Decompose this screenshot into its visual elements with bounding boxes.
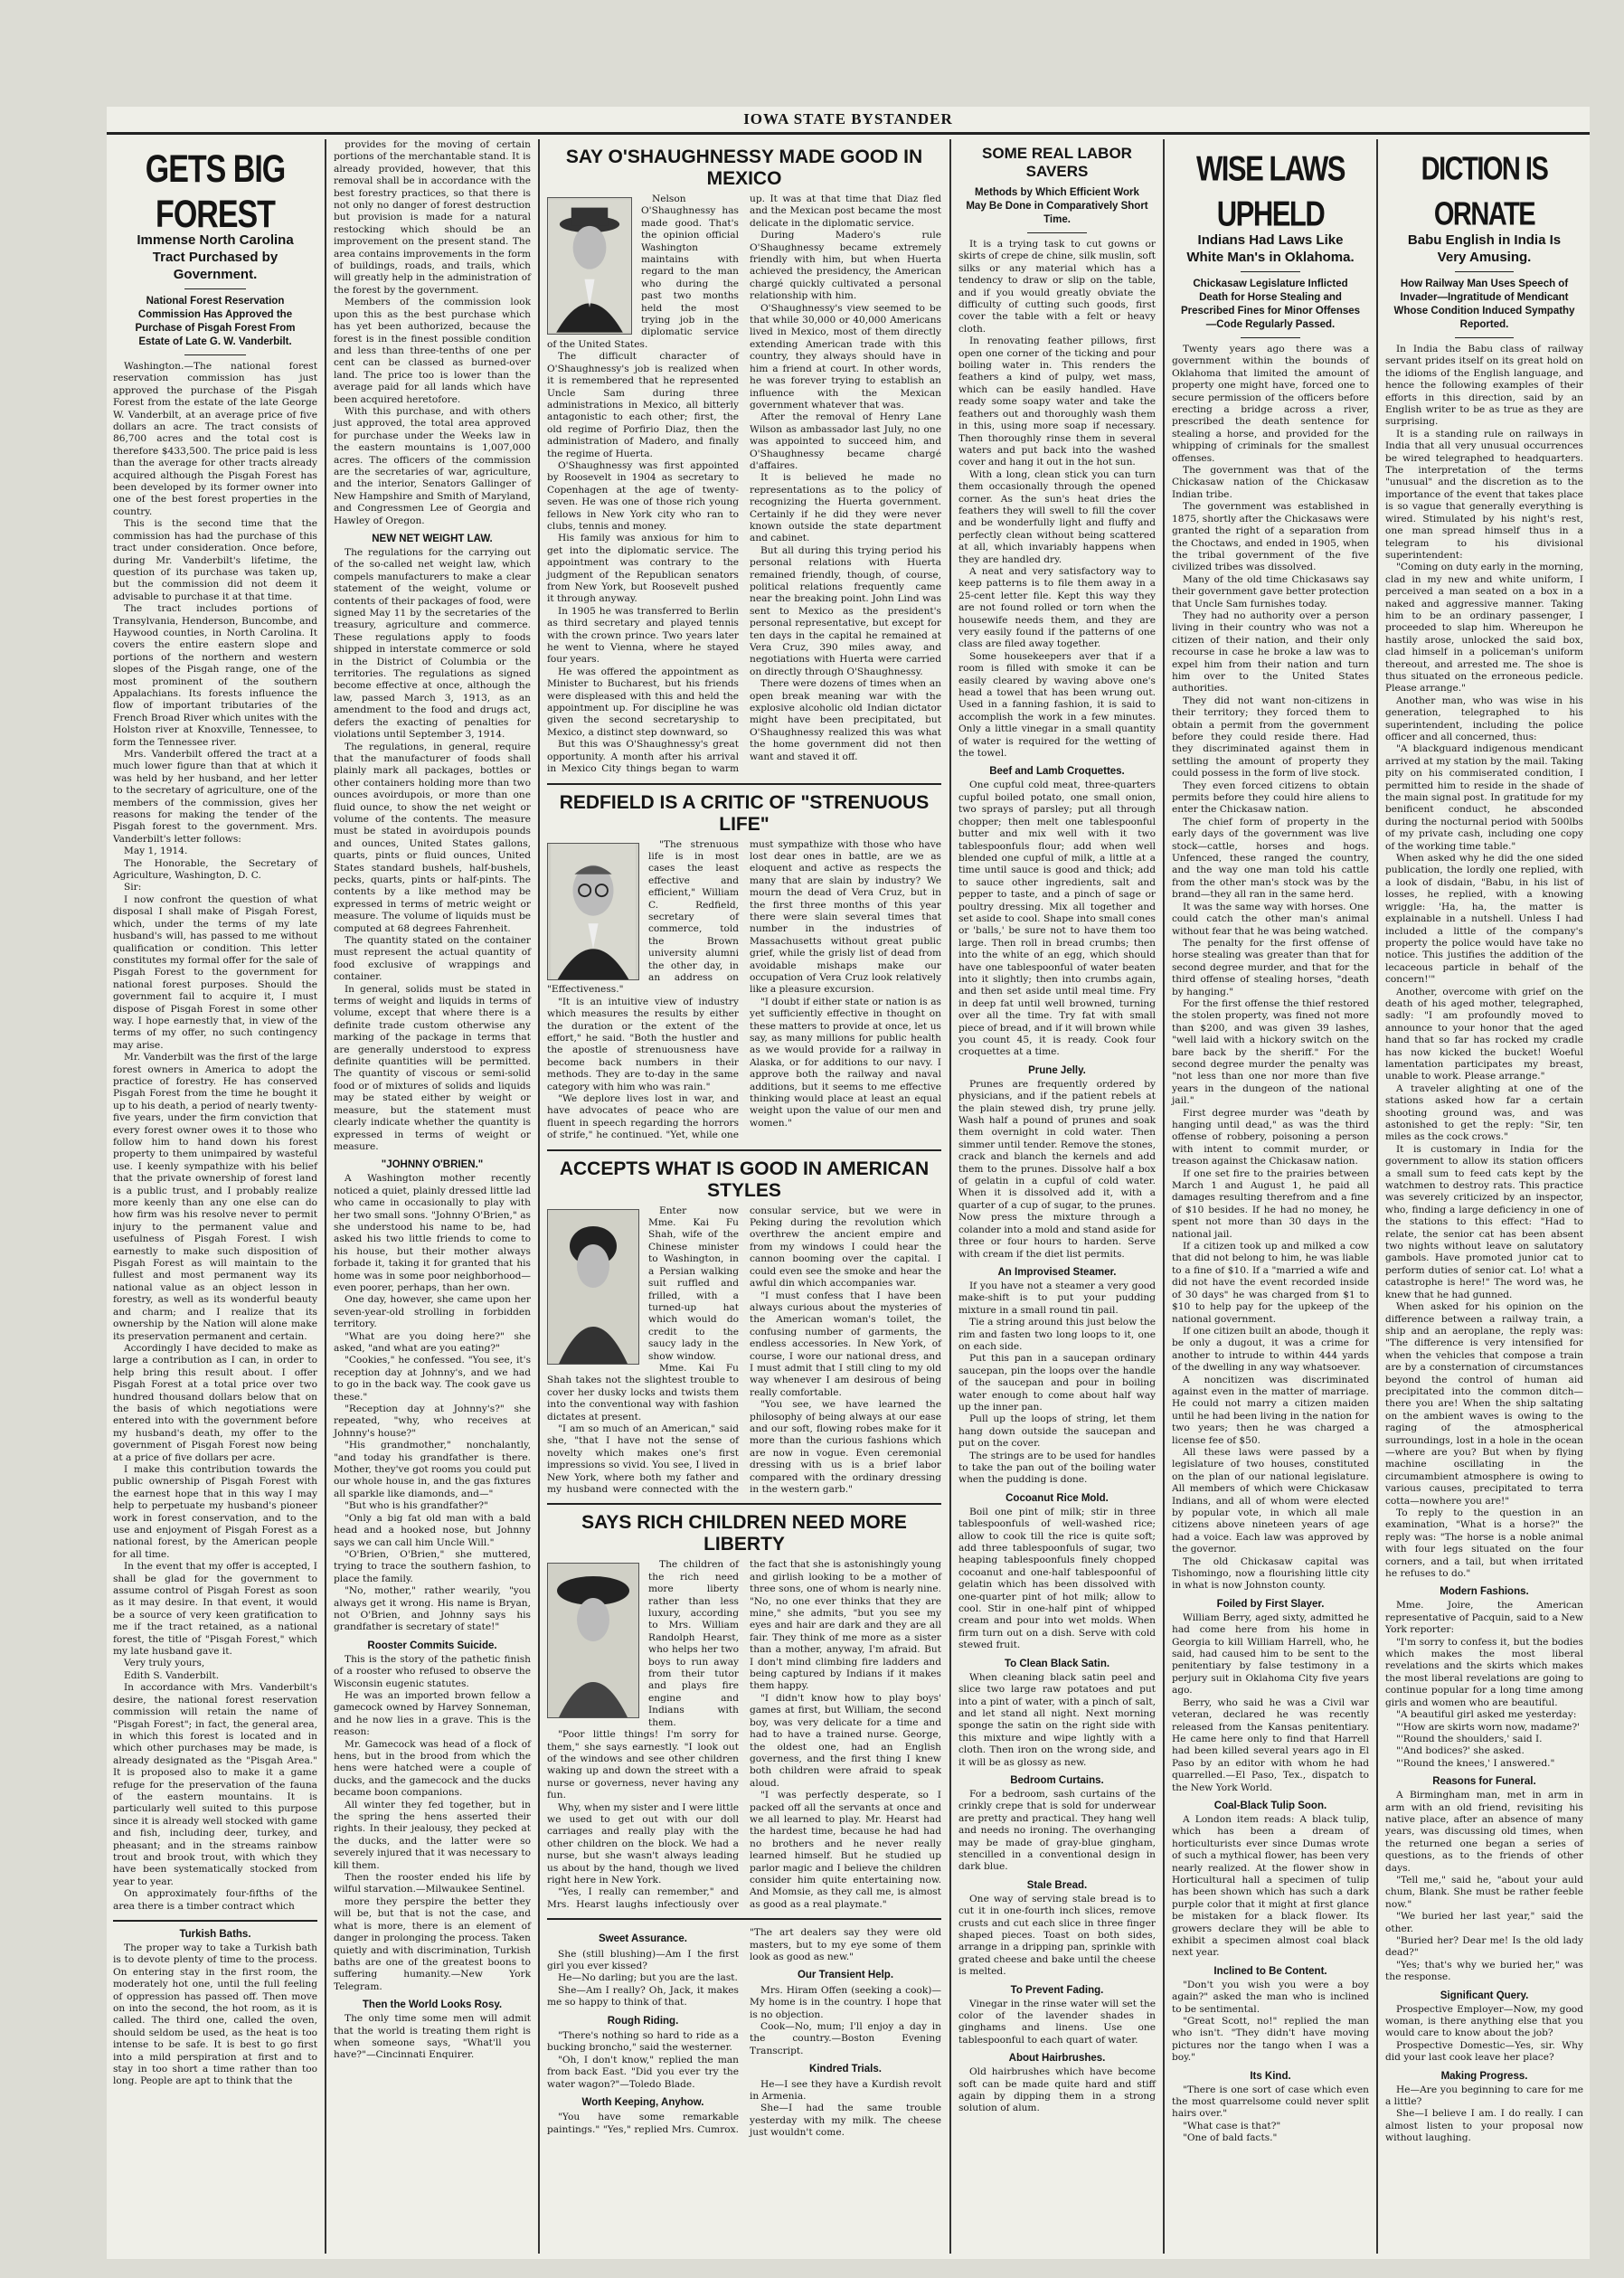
paragraph: The strings are to be used for handles to take the pan out of the boiling water when the pudding is done. xyxy=(958,1450,1156,1486)
paragraph: "You have some remarkable paintings." "Yes," replied Mrs. Cumrox. "The art dealers say they were old masters, but to my eye some of them look as good as new." xyxy=(547,1927,941,2135)
article-oshaughnessy xyxy=(547,194,941,776)
paragraph: In general, solids must be stated in terms of weight and liquids in terms of volume, except that where there is a definite trade custom otherwise any marking of the package in terms that are generally understood to express definite quantities will be permitted. The quantity of viscous or semi-solid food or of mixtures of solids and liquids may be stated either by weight or measure, but the statement must clearly indicate whether the quantity is expressed in terms of weight or measure. xyxy=(334,983,531,1152)
paragraph: If you have not a steamer a very good make-shift is to put your pudding mixture in a small round tin pail. xyxy=(958,1280,1156,1316)
subhead-black-satin: To Clean Black Satin. xyxy=(1004,1658,1110,1669)
item-its-kind xyxy=(1172,2084,1369,2145)
paragraph: Some housekeepers aver that if a room is filled with smoke it can be easily cleared by waving above one's head a towel that has been wrung out. Used in a fanning fashion, it is said to accomplish the work in a few minutes. Only a little vinegar in a small quantity of water is required for the wetting of the towel. xyxy=(958,650,1156,760)
headline-wise-laws: WISE LAWS UPHELD xyxy=(1196,148,1345,234)
deck-separator xyxy=(1455,271,1515,272)
paragraph: He—Are you beginning to care for me a little? xyxy=(1385,2084,1583,2108)
item-making-progress xyxy=(1385,2084,1583,2145)
paragraph: Nelson O'Shaughnessy has made good. That's the opinion official Washington maintains with regard to the man who during the past two months held the most trying job in the diplomatic service of the United States. xyxy=(547,194,739,350)
paragraph: Put this pan in a saucepan ordinary saucepan, pin the loops over the handle of the saucepan and pour in boiling water enough to come about half way up the inner pan. xyxy=(958,1353,1156,1413)
subhead-world-rosy: Then the World Looks Rosy. xyxy=(362,1999,503,2011)
paragraph: It is a standing rule on railways in India that all very unusual occurrences be wired telegraphed to headquarters. The interpretation of the terms "unusual" and the discretion as to the importance of the event that takes place is so vague that generally everything is wired. Stimulated by his night's rest, one man spread himself thus in a telegram to his divisional superintendent: xyxy=(1385,428,1583,561)
paragraph: All winter they fed together, but in the spring the hens asserted their rights. In their jealousy, they pecked at the ducks, and the latter were so severely injured that it was necessary to kill them. xyxy=(334,1799,531,1871)
paragraph: The regulations, in general, require that the manufacturer of foods shall plainly mark all packages, bottles or other containers holding more than two ounces avoirdupois, or more than one fluid ounce, to show the net weight or volume of the contents. The measure must be stated in avoirdupois pounds and ounces, United States gallons, quarts, pints or fluid ounces, United States standard bushels, half-bushels, pecks, quarts, pints or half-pints. The contents by a like method may be expressed in terms of metric weight or measure. The volume of liquids must be computed at 68 degrees Fahrenheit. xyxy=(334,741,531,934)
paragraph: He was an imported brown fellow a gamecock owned by Harvey Sonneman, and he now lies in a grave. This is the reason: xyxy=(334,1689,531,1738)
paragraph: "Poor little things! I'm sorry for them," she says earnestly. "I look out of the windows and see other children waking up and down the street with a nurse or governess, never having any fun. xyxy=(547,1729,739,1801)
paragraph: When cleaning black satin peel and slice two large raw potatoes and put into a pint of water, with a pinch of salt, and let stand all night. Next morning sponge the satin on the right side with this mixture and wipe lightly with a cloth. Then iron on the wrong side, and it will be as glossy as new. xyxy=(958,1671,1156,1768)
paragraph: Mrs. Vanderbilt offered the tract at a much lower figure than that at which it was held by her husband, and her letter to the secretary of agriculture, one of the members of the commission, gives her reasons for making the tender of the Pisgah forest to the government. Mrs. Vanderbilt's letter follows: xyxy=(113,749,317,845)
paragraph: A Washington mother recently noticed a quiet, plainly dressed little lad who came in occasionally to play with her two small sons. "Johnny O'Brien," as she understood his name to be, had asked his two little friends to come to his house, but their mother always forbade it, taking it for granted that his home was in some poor neighborhood—even poorer, perhaps, than her own. xyxy=(334,1173,531,1293)
paragraph: On approximately four-fifths of the area there is a timber contract which xyxy=(113,1888,317,1912)
paragraph: Very truly yours, xyxy=(124,1658,205,1669)
item-rough-riding xyxy=(547,2030,739,2091)
headline-gets-big-forest: GETS BIG FOREST xyxy=(145,147,286,236)
paragraph: Sir: xyxy=(124,882,142,893)
paragraph: Mme. Kai Fu Shah takes not the slightest trouble to cover her dusky locks and twists them into the conventional way with fashion dictates at present. xyxy=(547,1362,739,1423)
item-bedroom-curtains xyxy=(958,1789,1156,1874)
paragraph: "We buried her last year," said the other. xyxy=(1385,1911,1583,1934)
paragraph: Prospective Domestic—Yes, sir. Why did your last cook leave her place? xyxy=(1385,2039,1583,2064)
paragraph: If one set fire to the prairies between March 1 and August 1, he paid all damages resulting therefrom and a fine of $10 besides. If he had no money, he spent not more than 30 days in the national jail. xyxy=(1172,1167,1369,1240)
paragraph: But this was O'Shaughnessy's great opportunity. A month after his arrival in Mexico City things began to warm up. It was at that time that Diaz fled and the Mexican post became the most delicate in the diplomatic service. xyxy=(547,194,941,775)
portrait-oshaughnessy xyxy=(547,197,632,335)
paragraph: "I'm sorry to confess it, but the bodies which makes the most liberal revelations and the skirts which makes the most liberal revelations are going to continue popular for a long time among girls and women who are beautiful. xyxy=(1385,1636,1583,1708)
paragraph: Tie a string around this just below the rim and fasten two long loops to it, one on each side. xyxy=(958,1317,1156,1352)
deck-separator xyxy=(1241,271,1299,272)
article-rooster xyxy=(334,1654,531,1896)
paragraph: The quantity stated on the container must represent the actual quantity of food exclusive of wrappings and container. xyxy=(334,935,531,983)
paragraph: "There is one sort of case which even the most quarrelsome could never split hairs over." xyxy=(1172,2084,1369,2120)
subhead-first-slayer: Foiled by First Slayer. xyxy=(1216,1598,1325,1610)
paragraph: "A beautiful girl asked me yesterday: xyxy=(1396,1709,1577,1721)
paragraph: "A blackguard indigenous mendicant arrived at my station by the mail. Taking pity on his commiserated condition, I permitted him to reside in the shade of the main signal post. In gratitude for my benificent conduct, he absconded during the nocturnal period with 500lbs of my private cash, including one copy of the working time table." xyxy=(1385,743,1583,852)
item-stale-bread xyxy=(958,1894,1156,1979)
article-diction xyxy=(1385,344,1583,1580)
subhead-black-tulip: Coal-Black Tulip Soon. xyxy=(1213,1800,1327,1811)
paragraph: To reply to the question in an examination, "What is a horse?" the reply was: "The horse is a noble animal with four legs situated on the four corners, and a tail, but when irritated he refuses to do." xyxy=(1385,1508,1583,1580)
paragraph: "Coming on duty early in the morning, clad in my new and white uniform, I perceived a man seated on a box in a naked and aggressive manner. Taking him to be an ordinary passenger, I proceeded to slap him. Whereupon he hastily arose, unlocked the said box, clad himself in a policeman's uniform thereout, and arrested me. The shoe is thus situated on the erroneous pedicle. Please arrange." xyxy=(1385,562,1583,695)
deck-separator xyxy=(1027,232,1086,233)
item-steamer xyxy=(958,1281,1156,1487)
paragraph: "No, mother," rather wearily, "you always get it wrong. His name is Bryan, not O'Brien, and Johnny says his grandfather is secretary of state!" xyxy=(334,1585,531,1633)
paragraph: Another, overcome with grief on the death of his aged mother, telegraphed, sadly: "I am profoundly moved to announce to your honor that the aged hand that so far has rocked my cradle has now kicked the bucket! Woeful lamentation participates my breast, unable to work. Please arrange." xyxy=(1385,986,1583,1082)
paragraph: It is customary in India for the government to allow its station officers a small sum to feed cats kept by the watchmen to destroy rats. This practice was severely criticized by an inspector, who, finding a large deficiency in one of the stations to this effect: "Had to relate, the senior cat has been absent two nights without leave on salutatory gambols. Have promoted junior cat to perform duties of senior cat. Lo! what a catastrophe is here!" The word was, he knew that he had gunned. xyxy=(1385,1143,1583,1300)
paragraph: The government was established in 1875, shortly after the Chickasaws were granted the right of a separation from the Choctaws, and ended in 1905, when the tribal government of the five civilized tribes was dissolved. xyxy=(1172,501,1369,573)
paragraph: One day, however, she came upon her seven-year-old strolling in forbidden territory. xyxy=(334,1294,531,1330)
subhead-its-kind: Its Kind. xyxy=(1250,2070,1291,2082)
portrait-man-hat-icon xyxy=(548,198,631,334)
paragraph: It is believed he made no representations as to the policy of recognizing the Huerta government. Certainly if he did they were never known outside the state department and cabinet. xyxy=(750,472,941,544)
paragraph: Pull up the loops of string, let them hang down outside the saucepan and put on the cover. xyxy=(958,1413,1156,1450)
paragraph: In 1905 he was transferred to Berlin as third secretary and played tennis with the crown prince. Two years later he went to Vienna, where he stayed four years. xyxy=(547,605,739,666)
paragraph: May 1, 1914. xyxy=(124,846,188,857)
paragraph: The tract includes portions of Transylvania, Henderson, Buncombe, and Haywood counties, in North Carolina. It covers the entire eastern slope and portions of the northern and western slopes of the Pisgah range, one of the most prominent of the southern Appalachians. Its forests influence the flow of important tributaries of the French Broad River which unites with the Holston river at Knoxville, Tennessee, to form the Tennessee river. xyxy=(113,603,317,748)
paragraph: O'Shaughnessy's view seemed to be that while 30,000 or 40,000 Americans lived in Mexico, most of them directly extending American trade with this country, they always should have in him a friend at court. In other words, he was forever trying to establish an influence with the Mexican government whatever that was. xyxy=(750,302,941,411)
paragraph: After the removal of Henry Lane Wilson as ambassador last July, no one was appointed to succeed him, and O'Shaughnessy became chargé d'affaires. xyxy=(750,411,941,471)
paragraph: A Birmingham man, met in arm in arm with an old friend, revisiting his native place, after an absence of many years, was discussing old times, when the returned one began a series of questions, as to the friends of other days. xyxy=(1385,1790,1583,1874)
paragraph: Prospective Employer—Now, my good woman, is there anything else that you would care to know about the job? xyxy=(1385,2003,1583,2039)
masthead-rule xyxy=(107,132,1590,135)
paragraph: Members of the commission look upon this as the best purchase which has yet been authorized, because the forest is in the finest possible condition and less than three-tenths of one per cent can be classed as burned-over land. The price too is lower than the average paid for all lands which have been acquired heretofore. xyxy=(334,297,531,405)
paragraph: Mr. Gamecock was head of a flock of hens, but in the brood from which the hens were hatched were a couple of ducks, and the gamecock and the ducks became boon companions. xyxy=(334,1738,531,1799)
paragraph: "I was perfectly desperate, so I packed off all the servants at once and we all learned to play. Mr. Hearst had the hardest time, because he had had no brothers and he never really learned himself. But he studied up parlor magic and I believe the children consider him quite entertaining now. And Momsie, as they call me, is almost as good as a real playmate." xyxy=(750,1790,941,1910)
paragraph: "There's nothing so hard to ride as a bucking broncho," said the westerner. xyxy=(547,2030,739,2054)
paragraph: "Cookies," he confessed. "You see, it's reception day at Johnny's, and we had to go in the back way. The cook gave us these." xyxy=(334,1355,531,1403)
paragraph: provides for the moving of certain portions of the merchantable stand. It is already provided, however, that this removal shall be in accordance with the best forestry practices, so that there is not only no danger of forest destruction but provision is made for a natural restocking which should be an improvement on the present stand. The area contains improvements in the form of buildings, roads, and trails, which will greatly help in the administration of the forest by the government. xyxy=(334,139,531,296)
paragraph: Twenty years ago there was a government within the bounds of Oklahoma that limited the amount of property one might have, forced one to secure permission of the officers before erecting a bridge across a river, prescribed the death sentence for stealing a horse, and provided for the whipping of criminals for the smallest offenses. xyxy=(1172,344,1369,464)
deck-diction-1: Babu English in India Is Very Amusing. xyxy=(1407,232,1562,265)
paragraph: "I must confess that I have been always curious about the mysteries of the American woman's toilet, the confusing number of garments, the endless accessories. In New York, of course, I wore our national dress, and I must admit that I still cling to my old way whenever I am desirous of being really comfortable. xyxy=(750,1290,941,1398)
paragraph: They even forced citizens to obtain permits before they could hire aliens to enter the Chickasaw nation. xyxy=(1172,780,1369,816)
paragraph: A London item reads: A black tulip, which has been a dream of horticulturists ever since Dumas wrote of such a mythical flower, has been very nearly realized. At the flower show in Horticultural hall a specimen of tulip has been shown which has such a dark purple color that it might at first glance be mistaken for a black flower. Its growers declare they will be able to exhibit a specimen almost coal black next year. xyxy=(1172,1813,1369,1959)
article-divider xyxy=(547,1149,941,1151)
paragraph: "Don't you wish you were a boy again?" asked the man who is inclined to be sentimental. xyxy=(1172,1979,1369,2015)
article-forest-body xyxy=(113,361,317,1913)
paragraph: Why, when my sister and I were little we used to get out with our doll carriages and really play with the other children on the block. We had a nurse, but she wasn't always leading us about by the hand, though we lived right here in New York. xyxy=(547,1801,739,1886)
deck-diction-2: How Railway Man Uses Speech of Invader—Ingratitude of Mendicant Whose Condition Induced Sympathy Reported. xyxy=(1393,279,1575,330)
paragraph: The chief form of property in the early days of the government was live stock—cattle, horses and hogs. Unfenced, these ranged the country, and the way one man told his cattle from the other man's stock was by the brand—they all ran in the same herd. xyxy=(1172,816,1369,901)
headline-redfield: REDFIELD IS A CRITIC OF "STRENUOUS LIFE" xyxy=(559,791,930,835)
paragraph: The children of the rich need more liberty rather than less luxury, according to Mrs. William Randolph Hearst, who helps her two boys to run away from their tutor and plays fire engine and Indians with them. xyxy=(648,1559,739,1728)
column-6 xyxy=(1379,139,1590,2254)
paragraph: The Honorable, the Secretary of Agriculture, Washington, D. C. xyxy=(113,857,317,882)
article-forest-continued xyxy=(334,139,531,527)
paragraph: "Great Scott, no!" replied the man who isn't. "They didn't have moving pictures nor the tango when I was a boy." xyxy=(1172,2016,1369,2064)
paragraph: If one citizen built an abode, though it be only a dugout, it was a crime for another to intrude to within 444 yards of the dwelling in any way whatsoever. xyxy=(1172,1325,1369,1374)
portrait-mme-shah xyxy=(547,1209,639,1365)
paragraph: "I doubt if either state or nation is as yet sufficiently effective in thought on these matters to provide at once, let us say, as many millions for public health as we would provide for a railway in Alaska, or for additions to our navy. I approve both the railway and naval additions, but it seems to me effective thinking would place at least an equal weight upon the value of our men and women." xyxy=(750,996,941,1129)
paragraph: The old Chickasaw capital was Tishomingo, now a flourishing little city in what is now Johnston county. xyxy=(1172,1555,1369,1592)
portrait-woman-hat-icon xyxy=(548,1564,638,1717)
column-rule xyxy=(325,139,326,2254)
paragraph: "O'Brien, O'Brien," she muttered, trying to trace the southern fashion, to place the family. xyxy=(334,1548,531,1584)
paragraph: The penalty for the first offense of horse stealing was greater than that for second degree murder, and that for the third offense of stealing horses, "death by hanging." xyxy=(1172,937,1369,997)
article-redfield xyxy=(547,839,941,1142)
column-5 xyxy=(1166,139,1375,2254)
item-transient-help xyxy=(750,1985,941,2057)
paragraph: For a bedroom, sash curtains of the crinkly crepe that is sold for underwear are pretty and practical. They hang well and needs no ironing. The overhanging may be made of gray-blue gingham, stencilled in a conventional design in dark blue. xyxy=(958,1788,1156,1873)
paragraph: This is the second time that the commission has had the purchase of this tract under consideration. Once before, during Mr. Vanderbilt's lifetime, the question of its purchase was taken up, but the commission did not deem it advisable to purchase it at that time. xyxy=(113,518,317,602)
paragraph: His family was anxious for him to get into the diplomatic service. The appointment was contrary to the judgment of the Republican senators from New York, but Roosevelt pushed it through anyway. xyxy=(547,533,739,605)
paragraph: It was the same way with horses. One could catch the other man's animal without fear that he was being watched. xyxy=(1172,901,1369,937)
deck-forest-1: Immense North Carolina Tract Purchased by Government. xyxy=(137,232,294,282)
item-sweet-assurance xyxy=(547,1949,739,2009)
paragraph: The regulations for the carrying out of the so-called net weight law, which compels manufacturers to make a clear statement of the weight, volume or contents of their packages of food, were signed May 11 by the secretaries of the treasury, agriculture and commerce. These regulations apply to foods shipped in interstate commerce or sold in the District of Columbia or the territories. The regulations as signed become effective at once, although the law, passed March 3, 1913, as an amendment to the food and drugs act, defers the exacting of penalties for violations until September 3, 1914. xyxy=(334,547,531,741)
paragraph: "One of bald facts." xyxy=(1183,2132,1278,2144)
subhead-rough-riding: Rough Riding. xyxy=(607,2015,679,2027)
paragraph: He—No darling; but you are the last. xyxy=(558,1972,738,1984)
paragraph: Enter now Mme. Kai Fu Shah, wife of the Chinese minister to Washington, in a Persian walking suit ruffled and frilled, with a turned-up hat which would do credit to the saucy lady in the show window. xyxy=(648,1205,739,1362)
column-2 xyxy=(327,139,537,2254)
paragraph: A noncitizen was discriminated against even in the matter of marriage. He could not marry a citizen maiden until he had been living in the nation for two years; then he was charged a license fee of $50. xyxy=(1172,1374,1369,1446)
subhead-rooster: Rooster Commits Suicide. xyxy=(367,1640,497,1651)
column-rule xyxy=(1376,139,1378,2254)
deck-wise-laws-1: Indians Had Laws Like White Man's in Oklahoma. xyxy=(1186,232,1355,265)
article-turkish-baths xyxy=(113,1942,317,2088)
headline-diction-ornate: DICTION IS ORNATE xyxy=(1421,151,1548,232)
item-funeral xyxy=(1385,1790,1583,1984)
paragraph: The only time some men will admit that the world is treating them right is when someone says, "What'll you have?"—Cincinnati Enquirer. xyxy=(334,2013,531,2061)
column-3 xyxy=(541,139,948,2254)
paragraph: more they perspire the better they will be, but that is not the case, and what is more, there is an element of danger in prolonging the process. Taken quietly and with discrimination, Turkish baths are one of the greatest boons to suffering humanity.—New York Telegram. xyxy=(334,1895,531,1992)
paragraph: "Only a big fat old man with a bald head and a hooked nose, but Johnny says we can call him Uncle Will." xyxy=(334,1512,531,1548)
deck-separator xyxy=(1455,337,1515,338)
paragraph: Another man, who was wise in his generation, telegraphed to his superintendent, including the police officer and all concerned, thus: xyxy=(1385,695,1583,742)
paragraph: The proper way to take a Turkish bath is to devote plenty of time to the process. On entering stay in the first room, the moderately hot one, until the full feeling of oppression has passed off. Then move on into the second, the hot room, as it is called. The third one, called the oven, should seldom be used, as the heat is too intense to be safe. It is best to go first into a mild perspiration at first and to stay in too short a time rather than too long. People are apt to think that the xyxy=(113,1942,317,2087)
paragraph: Cook—No, mum; I'll enjoy a day in the country.—Boston Evening Transcript. xyxy=(750,2021,941,2056)
deck-separator xyxy=(184,354,246,355)
portrait-man-glasses-icon xyxy=(548,844,638,979)
subhead-croquettes: Beef and Lamb Croquettes. xyxy=(989,766,1125,778)
column-rule xyxy=(949,139,951,2254)
deck-wise-laws-2: Chickasaw Legislature Inflicted Death for Horse Stealing and Prescribed Fines for Minor Offenses—Code Regularly Passed. xyxy=(1180,279,1361,330)
subhead-steamer: An Improvised Steamer. xyxy=(997,1266,1117,1278)
subhead-worth-keeping: Worth Keeping, Anyhow. xyxy=(581,2097,704,2109)
paragraph: "Yes; that's why we buried her," was the response. xyxy=(1385,1959,1583,1983)
article-turkish-continued xyxy=(334,1896,531,1993)
newspaper-page xyxy=(107,107,1590,2259)
article-divider xyxy=(547,1918,941,1920)
paragraph: "I didn't know how to play boys' games at first, but William, the second boy, was very delicate for a time and had to have a trained nurse. George, the oldest one, had an English governess, and the first thing I knew both children were afraid to speak aloud. xyxy=(750,1692,941,1789)
paragraph: When asked for his opinion on the difference between a railway train, a ship and an aeroplane, the reply was: "The difference is very intensified for when the vehicles that compose a train are by a consternation of circumstances beyond the control of human aid precipitated into the common ditch—there you are! When the ship saltating on the ambient waves is owing to the raging of the atmospherical surroundings, lost in a hole in the ocean—where are you? But when by flying machine oscillating in the circumambient atmosphere is owing to various causes, precipitated to terra cotta—nowhere you are!" xyxy=(1385,1301,1583,1507)
paragraph: The government was that of the Chickasaw nation of the Chickasaw Indian tribe. xyxy=(1172,465,1369,500)
subhead-prevent-fading: To Prevent Fading. xyxy=(1010,1984,1104,1996)
subhead-johnny-obrien: "JOHNNY O'BRIEN." xyxy=(381,1159,484,1171)
paragraph: Mme. Joire, the American representative of Pacquin, said to a New York reporter: xyxy=(1385,1600,1583,1636)
paragraph: Mr. Vanderbilt was the first of the large forest owners in America to adopt the practice of forestry. He has conserved Pisgah Forest from the time he bought it up to his death, a period of nearly twenty-five years, under the firm conviction that every forest owner owes it to those who follow him to hand down his forest property to them unimpaired by wasteful use. I keenly sympathize with his belief that the private ownership of forest land is a public trust, and I probably realize more keenly than any one else can do how firm was his resolve never to permit injury to the permanent value and usefulness of Pisgah Forest. I wish earnestly to make such disposition of Pisgah Forest as will maintain to the fullest and most permanent way its national value as an object lesson in forestry, as well as its wonderful beauty and charm; and I realize that its ownership by the Nation will alone make its preservation permanent and certain. xyxy=(113,1052,318,1342)
paragraph: "The strenuous life is in most cases the least effective and efficient," William C. Redfield, secretary of commerce, told the Brown university alumni the other day, in an address on "Effectiveness." xyxy=(547,838,739,996)
item-rice-mold xyxy=(958,1507,1156,1652)
subhead-net-weight-law: NEW NET WEIGHT LAW. xyxy=(372,534,493,544)
paragraph: "'Round the shoulders,' said I. xyxy=(1396,1733,1543,1744)
paragraph: "It is an intuitive view of industry which measures the results by either the duration or the extent of the effort," he said. "Both the hustler and the apostle of strenuousness have become back numbers in their methods. They are to-day in the same category with him who was rain." xyxy=(547,996,739,1092)
deck-separator xyxy=(1241,337,1299,338)
paragraph: Edith S. Vanderbilt. xyxy=(124,1669,220,1681)
subhead-funeral: Reasons for Funeral. xyxy=(1432,1776,1536,1788)
paragraph: Then the rooster ended his life by wilful starvation.—Milwaukee Sentinel. xyxy=(334,1872,531,1895)
paragraph: First degree murder was "death by hanging until dead," as was the third offense of robbery, poisoning a person with intent to commit murder, or treason against the Chickasaw nation. xyxy=(1172,1107,1369,1167)
column-1 xyxy=(107,139,324,2254)
paragraph: She—I believe I am. I do really. I can almost listen to your proposal now without laughing. xyxy=(1385,2108,1583,2144)
paragraph: Prunes are frequently ordered by physicians, and if the patient rebels at the plain stewed dish, try prune jelly. Wash half a pound of prunes and soak them overnight in cold water. Then simmer until tender. Remove the stones, crack and blanch the kernels and add them to the prunes. Dissolve half a box of gelatin in a cupful of cold water. When it is dissolved add it, with a quarter of a cup of sugar, to the prunes. Now press the mixture through a colander into a mold and stand aside for three or four hours to harden. Serve with cream if the diet list permits. xyxy=(958,1078,1156,1260)
subhead-making-progress: Making Progress. xyxy=(1440,2070,1528,2082)
paragraph: "Oh, I don't know," replied the man from back East. "Did you ever try the water wagon?"—Toledo Blade. xyxy=(547,2054,739,2090)
item-first-slayer xyxy=(1172,1612,1369,1794)
paragraph: In India the Babu class of railway servant prides itself on its great hold on the idioms of the English language, and hence the following examples of their efforts in this direction, said by an English writer to be as true as they are surprising. xyxy=(1385,344,1583,428)
paragraph: O'Shaughnessy was first appointed by Roosevelt in 1904 as secretary to Copenhagen at the age of twenty-seven. He was one of those rich young fellows in New York city who ran to clubs, tennis and money. xyxy=(547,459,739,532)
paragraph: I now confront the question of what disposal I shall make of Pisgah Forest, which, under the terms of my late husband's will, has passed to me without qualification or condition. This letter constitutes my formal offer for the sale of Pisgah Forest to the government for national forest purposes. Should the government fail to acquire it, I must dispose of Pisgah Forest in some other way. I hope earnestly that, in view of the terms of my offer, no such contingency may arise. xyxy=(113,893,317,1051)
paragraph: "Buried her? Dear me! Is the old lady dead?" xyxy=(1385,1935,1583,1959)
column-rule xyxy=(1163,139,1165,2254)
paragraph: "What case is that?" xyxy=(1183,2120,1281,2131)
paragraph: I make this contribution towards the public ownership of Pisgah Forest with the earnest hope that in this way I may help to perpetuate my husband's pioneer work in forest conservation, and to the use and enjoyment of Pisgah Forest as a national forest, by the American people for all time. xyxy=(113,1463,317,1560)
paragraph: A traveler alighting at one of the stations asked how far a certain shooting ground was, and was astonished to get the reply: "Sir, ten miles as the cock crows." xyxy=(1385,1082,1583,1143)
subhead-prune-jelly: Prune Jelly. xyxy=(1028,1064,1086,1076)
paragraph: "'And bodices?' she asked. xyxy=(1396,1745,1525,1757)
deck-separator xyxy=(184,288,246,289)
headline-labor-savers: SOME REAL LABOR SAVERS xyxy=(982,145,1132,180)
paragraph: In accordance with Mrs. Vanderbilt's desire, the national forest reservation commission will retain the name of "Pisgah Forest"; in fact, the general area, in which this forest is located and in which other purchases may be made, is already designated as the "Pisgah Area." It is proposed also to make it a game refuge for the preservation of the fauna of the eastern mountains. It is particularly well suited to this purpose since it is already well stocked with game and fish, including deer, turkey, and pheasant; and in the streams rainbow trout and brook trout, with which they have been systematically stocked from year to year. xyxy=(113,1682,317,1887)
article-american-styles xyxy=(547,1205,941,1497)
paragraph: "But who is his grandfather?" xyxy=(345,1500,488,1512)
column-rule xyxy=(538,139,540,2254)
paragraph: Boil one pint of milk; stir in three tablespoonfuls of well-washed rice; allow to cook till the rice is quite soft; add three tablespoonfuls of sugar, two heaping tablespoonfuls finely chopped cocoanut and one-half tablespoonful of gelatin which has been dissolved with one-quarter pint of hot milk; allow to cool. Stir in one-half pint of whipped cream and pour into wet molds. When firm turn out on a dish. Serve with cold stewed fruit. xyxy=(958,1506,1156,1651)
article-rich-children xyxy=(547,1559,941,1911)
paragraph: "'Round the knees,' I answered." xyxy=(1396,1757,1555,1769)
paragraph: But all during this trying period his personal relations with Huerta remained friendly, though, of course, political relations frequently came near the breaking point. John Lind was sent to Mexico as the president's personal representative, but except for ten days in the capital he remained at Vera Cruz, 390 miles away, and negotiations with Huerta were carried on directly through O'Shaughnessy. xyxy=(750,544,941,677)
paragraph: It is a trying task to cut gowns or skirts of crepe de chine, silk muslin, soft silks or any material which has a tendency to draw or slip on the table, and if you would greatly obviate the difficulty of cutting such goods, first cover the table with a felt or heavy cloth. xyxy=(958,239,1156,335)
paragraph: With this purchase, and with others just approved, the total area approved for purchase under the Weeks law in the eastern mountains is 1,007,000 acres. The officers of the commission are the secretaries of war, agriculture, and the interior, Senators Gallinger of New Hampshire and Smith of Maryland, and Congressmen Lee of Georgia and Hawley of Oregon. xyxy=(334,405,531,526)
subhead-significant-query: Significant Query. xyxy=(1440,1990,1529,2001)
article-divider xyxy=(547,1503,941,1505)
item-black-satin xyxy=(958,1672,1156,1769)
headline-oshaughnessy: SAY O'SHAUGHNESSY MADE GOOD IN MEXICO xyxy=(565,147,923,189)
article-wise-laws xyxy=(1172,344,1369,1593)
paragraph: William Berry, aged sixty, admitted he had come here from his home in Georgia to kill William Harrell, who, he said, had caused him to be sent to the penitentiary by false testimony in a perjury suit in Oklahoma City five years ago. xyxy=(1172,1612,1369,1697)
item-croquettes xyxy=(958,780,1156,1058)
masthead: IOWA STATE BYSTANDER xyxy=(743,110,953,128)
paragraph: "Tell me," said he, "about your auld chum, Blank. She must be rather feeble now." xyxy=(1385,1874,1583,1910)
portrait-redfield xyxy=(547,843,639,980)
subhead-bedroom-curtains: Bedroom Curtains. xyxy=(1010,1774,1104,1786)
paragraph: This is the story of the pathetic finish of a rooster who refused to observe the Wisconsin eugenic statutes. xyxy=(334,1653,531,1689)
portrait-woman-icon xyxy=(548,1210,638,1364)
subhead-modern-fashions: Modern Fashions. xyxy=(1440,1586,1529,1598)
paragraph: When asked why he did the one sided publication, the lordly one replied, with a look of disdain, "Babu, in his list of losses, he replied, with a knowing wriggle: 'Ha, ha, the matter is explainable in a nutshell. Unless I had included a little of the company's property the police would have take no notice. This justifies the addition of the lecaceous particle in behalf of the concern!'" xyxy=(1385,853,1583,986)
paragraph: He—I see they have a Kurdish revolt in Armenia. xyxy=(750,2078,941,2103)
subhead-turkish-baths: Turkish Baths. xyxy=(179,1929,251,1940)
paragraph: Many of the old time Chickasaws say their government gave better protection that Uncle Sam furnishes today. xyxy=(1172,573,1369,610)
item-black-tulip xyxy=(1172,1814,1369,1960)
paragraph: "His grandmother," nonchalantly, "and today his grandfather is there. Mother, they've got rooms you could put our whole house in, and the gas fixtures all sparkle like diamonds, and—" xyxy=(334,1440,531,1499)
paragraph: One cupful cold meat, three-quarters cupful boiled potato, one small onion, two sprays of parsley; put all through chopper; then melt one tablespoonful butter and mix well with it two tablespoonfuls flour; add when well blended one cupful of milk, a little at a time until sauce is good and thick; add to sauce other ingredients, salt and pepper to taste, and a pinch of sage or poultry dressing. Mix all together and set aside to cool. Shape into small cones or 'balls,' be sure not to have them too large. Then roll in bread crumbs; then into the white of an egg, which should have one tablespoonful of water beaten into it slightly; then into crumbs again, and then set aside until meal time. Fry in deep fat until well browned, turning over all the time. Try fat with small piece of bread, and if it will brown while you count 45, it is ready. Cook four croquettes at a time. xyxy=(958,780,1156,1058)
paragraph: Berry, who said he was a Civil war veteran, declared he was recently released from the Kansas penitentiary. He came here only to find that Harrell had been killed several years ago in El Paso by an editor with whom he had quarrelled.—El Paso, Tex., dispatch to the New York World. xyxy=(1172,1697,1369,1793)
paragraph: "I am so much of an American," said she, "that I have not the sense of novelty which makes one's first impressions so vivid. You see, I lived in New York, where both my father and my husband were connected with the consular service, but we were in Peking during the revolution which overthrew the ancient empire and from my windows I could hear the cannon booming over the capital. I could even see the smoke and hear the awful din which accompanies war. xyxy=(547,1205,941,1495)
subhead-rice-mold: Cocoanut Rice Mold. xyxy=(1006,1492,1109,1504)
paragraph: One way of serving stale bread is to cut it in one-fourth inch slices, remove crusts and cut each slice in three finger shaped pieces. Toast on both sides, arrange in a dripping pan, sprinkle with grated cheese and bake until the cheese is melted. xyxy=(958,1893,1156,1978)
paragraph: A neat and very satisfactory way to keep patterns is to file them away in a 25-cent letter file. Kept this way they are not found rolled or torn when the housewife needs them, and they are very easily found if the patterns of one class are filed away together. xyxy=(958,565,1156,650)
headline-american-styles: ACCEPTS WHAT IS GOOD IN AMERICAN STYLES xyxy=(559,1158,930,1201)
paragraph: The difficult character of O'Shaughnessy's job is realized when it is remembered that he represented Uncle Sam during three administrations in Mexico, all bitterly antagonistic to each other; first, the old regime of Porfirio Diaz, then the administration of Madero, and finally the regime of Huerta. xyxy=(547,351,739,459)
paragraph: Washington.—The national forest reservation commission has just approved the purchase of the Pisgah Forest from the estate of the late George W. Vanderbilt, at an average price of five dollars an acre. The tract consists of 86,700 acres and the total cost is therefore $433,500. The price paid is less than the average for other tracts already acquired although the Pisgah Forest has been developed by its former owner into one of the best forest properties in the country. xyxy=(113,361,317,517)
paragraph: In the event that my offer is accepted, I shall be glad for the government to assume control of Pisgah Forest as soon as it may desire. In that event, it would be a source of very keen gratification to me if the tract retained, as a national forest, the title of "Pisgah Forest," which my late husband gave it. xyxy=(113,1561,317,1658)
article-divider xyxy=(547,783,941,785)
paragraph: "What are you doing here?" she asked, "and what are you eating?" xyxy=(334,1330,531,1354)
article-world-rosy xyxy=(334,2013,531,2062)
paragraph: "'How are skirts worn now, madame?' xyxy=(1396,1721,1581,1733)
headline-rich-children: SAYS RICH CHILDREN NEED MORE LIBERTY xyxy=(581,1512,907,1555)
item-content xyxy=(1172,1980,1369,2065)
article-net-weight xyxy=(334,547,531,1153)
paragraph: They had no authority over a person living in their country who was not a citizen of their nation, and their only recourse in case he broke a law was to expel him from their nation and turn him over to the United States authorities. xyxy=(1172,610,1369,695)
subhead-content: Inclined to Be Content. xyxy=(1213,1965,1327,1977)
column-4 xyxy=(952,139,1162,2254)
subhead-stale-bread: Stale Bread. xyxy=(1026,1879,1088,1891)
paragraph: If a citizen took up and milked a cow that did not belong to him, he was liable to a fine of $10. If a "married a wife and did not have the event recorded inside of 30 days" he was charged from $1 to $10 to help pay for the upkeep of the national government. xyxy=(1172,1241,1369,1325)
paragraph: They did not want non-citizens in their territory; they forced them to obtain a permit from the government before they could reside there. Had they discriminated against them in settling the amount of property they could possess in the form of live stock. xyxy=(1172,695,1369,780)
item-kindred-trials xyxy=(750,2079,941,2140)
paragraph: During Madero's rule O'Shaughnessy became extremely friendly with him, but when Huerta achieved the presidency, the American chargé quickly cultivated a personal relationship with him. xyxy=(750,230,941,302)
article-labor-savers xyxy=(958,239,1156,760)
paragraph: "You see, we have learned the philosophy of being always at our ease and our soft, flowing robes make for it more than the curious fashions which are now in vogue. Even ceremonial dressing with us is a brief labor compared with the ordinary dressing in the western garb." xyxy=(750,1399,941,1495)
paragraph: He was offered the appointment as Minister to Bucharest, but his friends were displeased with this and held the appointment up. For discipline he was given the second secretaryship to Mexico, a distinct step downward, so xyxy=(547,666,739,738)
paragraph: There were dozens of times when an open break meaning war with the explosive alcoholic old Indian dictator might have been precipitated, but O'Shaughnessy realized this was what the home government did not then want and staved it off. xyxy=(750,678,941,762)
deck-forest-2: National Forest Reservation Commission Has Approved the Purchase of Pisgah Forest From Estate of Late G. W. Vanderbilt. xyxy=(135,296,296,347)
item-hairbrushes xyxy=(958,2066,1156,2115)
paragraph: Accordingly I have decided to make as large a contribution as I can, in order to help bring this result about. I offer Pisgah Forest at a total price over two hundred thousand dollars below that on the basis of which negotiations were entered into with the government before my husband's death, my offer to the government of Pisgah Forest now being at a price of five dollars per acre. xyxy=(113,1342,317,1463)
paragraph: "We deplore lives lost in war, and have advocates of peace who are fluent in speech regarding the horrors of strife," he continued. "Yet, while one must sympathize with those who have lost dear ones in battle, are we as eloquent and active as respects the many that are slain by industry? We mourn the dead of Vera Cruz, but in the first three months of this year there were slain several times that number in the industries of Massachusetts without great public grief, while the grisly list of dead from avoidable mishaps make our occupation of Vera Cruz look relatively like a pleasure excursion. xyxy=(547,838,941,1141)
paragraph: With a long, clean stick you can turn them occasionally through the opened corner. As the sun's heat dries the feathers they will swell to fill the cover and be wonderfully light and fluffy and perfectly clean without being scattered at all, which invariably happens when they are handled dry. xyxy=(958,468,1156,565)
item-prune-jelly xyxy=(958,1079,1156,1261)
paragraph: Old hairbrushes which have become soft can be made quite hard and stiff again by dipping them in a strong solution of alum. xyxy=(958,2066,1156,2114)
paragraph: "Yes, I really can remember," and Mrs. Hearst laughs infectiously over the fact that she is astonishingly young and girlish looking to be a mother of three sons, one of whom is nearly nine. "No, no one ever thinks that they are mine," she admits, "but you see my eyes and hair are dark and they are all fair. They think of me more as a sister than a mother, anyway, I'm afraid. But I don't mind climbing fire ladders and being captured by Indians if it makes them happy. xyxy=(547,1559,941,1910)
item-significant-query xyxy=(1385,2004,1583,2065)
article-johnny-obrien xyxy=(334,1173,531,1633)
paragraph: All these laws were passed by a legislature of two houses, constituted on the plan of our national legislature. All members of which were Chickasaw Indians, and all of whom were elected by popular vote, in which all male citizens above nineteen years of age had a voice. Each law was approved by the governor. xyxy=(1172,1446,1369,1555)
item-modern-fashions xyxy=(1385,1600,1583,1770)
paragraph: She (still blushing)—Am I the first girl you ever kissed? xyxy=(547,1948,739,1971)
deck-labor-savers: Methods by Which Efficient Work May Be Done in Comparatively Short Time. xyxy=(966,187,1148,225)
subhead-hairbrushes: About Hairbrushes. xyxy=(1008,2053,1106,2065)
article-divider xyxy=(113,1920,317,1922)
paragraph: Vinegar in the rinse water will set the color of the lavender shades in ginghams and linens. Use one tablespoonful to each quart of water. xyxy=(958,1998,1156,2046)
subhead-sweet-assurance: Sweet Assurance. xyxy=(598,1933,687,1945)
short-items xyxy=(547,1927,941,2140)
paragraph: She—Am I really? Oh, Jack, it makes me so happy to think of that. xyxy=(547,1984,739,2009)
item-prevent-fading xyxy=(958,1999,1156,2047)
subhead-kindred-trials: Kindred Trials. xyxy=(809,2064,882,2075)
subhead-transient-help: Our Transient Help. xyxy=(797,1970,894,1981)
paragraph: Mrs. Hiram Offen (seeking a cook)—My home is in the country. I hope that is no objection. xyxy=(750,1984,941,2020)
paragraph: "Reception day at Johnny's?" she repeated, "why, who receives at Johnny's house?" xyxy=(334,1404,531,1439)
portrait-mrs-hearst xyxy=(547,1563,639,1718)
paragraph: For the first offense the thief restored the stolen property, was fined not more than $200, and was given 39 lashes, "well laid with a hickory switch on the bare back by the sheriff." For the second degree murder the penalty was "not less than one nor more than five years in the dungeon of the national jail." xyxy=(1172,997,1369,1107)
paragraph: She—I had the same trouble yesterday with my milk. The cheese just wouldn't come. xyxy=(750,2103,941,2139)
paragraph: In renovating feather pillows, first open one corner of the ticking and pour boiling water in. This renders the feathers a kind of pulpy, wet mass, which can be easily handled. Have ready some soapy water and take the feathers out and thoroughly wash them in this, using more soap if necessary. Then thoroughly rinse them in several waters and put back into the washed cover and hang it out in the hot sun. xyxy=(958,336,1156,468)
